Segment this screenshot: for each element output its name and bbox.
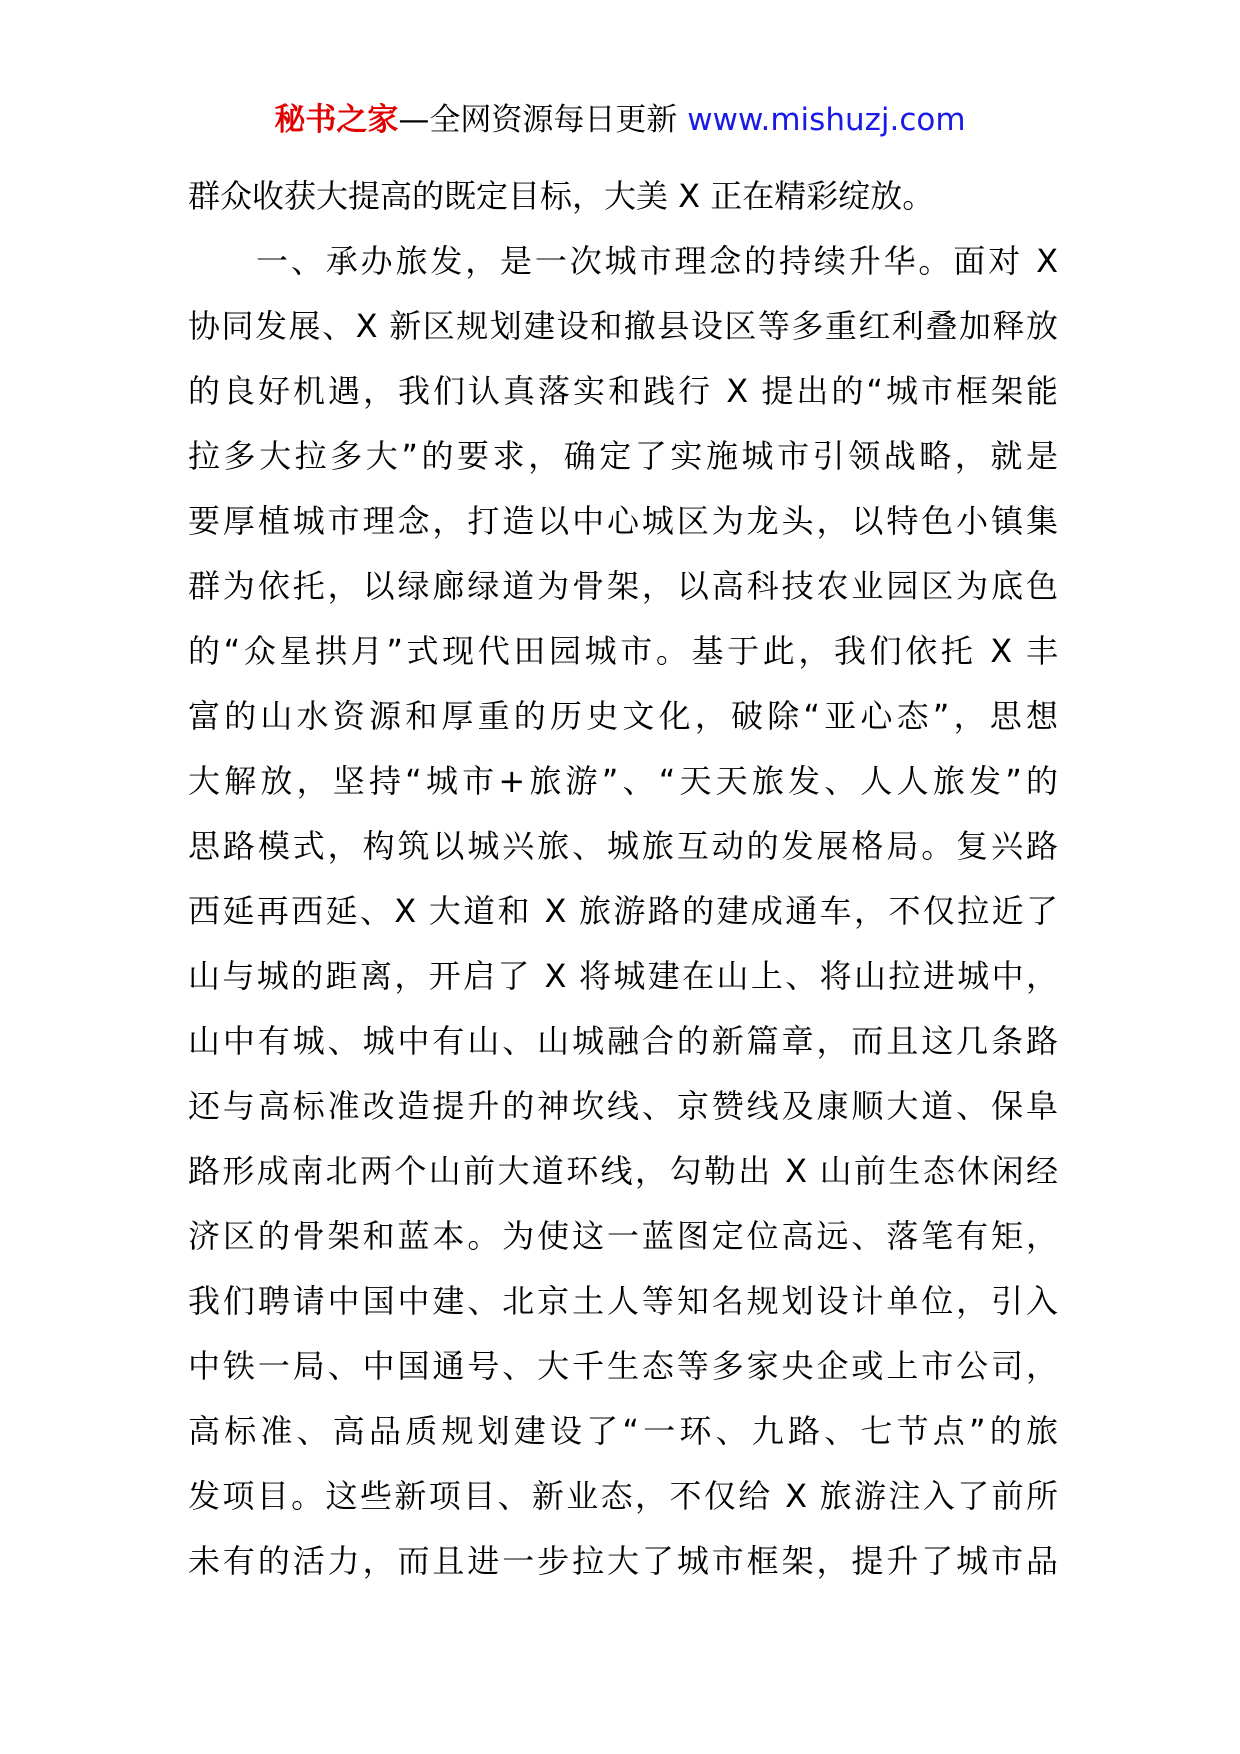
text-line: 的“众星拱月”式现代田园城市。基于此，我们依托 X 丰 bbox=[188, 632, 1058, 670]
text-line: 山与城的距离，开启了 X 将城建在山上、将山拉进城中， bbox=[188, 957, 1058, 995]
text-line: 西延再西延、X 大道和 X 旅游路的建成通车，不仅拉近了 bbox=[188, 892, 1058, 930]
text-line: 要厚植城市理念，打造以中心城区为龙头，以特色小镇集 bbox=[188, 502, 1058, 540]
text-line: 的良好机遇，我们认真落实和践行 X 提出的“城市框架能 bbox=[188, 372, 1058, 410]
text-line: 山中有城、城中有山、山城融合的新篇章，而且这几条路 bbox=[188, 1022, 1058, 1060]
text-line: 发项目。这些新项目、新业态，不仅给 X 旅游注入了前所 bbox=[188, 1477, 1058, 1515]
text-line: 高标准、高品质规划建设了“一环、九路、七节点”的旅 bbox=[188, 1412, 1058, 1450]
text-line: 未有的活力，而且进一步拉大了城市框架，提升了城市品 bbox=[188, 1542, 1058, 1580]
header-tagline: —全网资源每日更新 bbox=[398, 102, 688, 138]
text-line: 大解放，坚持“城市+旅游”、“天天旅发、人人旅发”的 bbox=[188, 762, 1058, 800]
text-line: 拉多大拉多大”的要求，确定了实施城市引领战略，就是 bbox=[188, 437, 1058, 475]
text-line: 我们聘请中国中建、北京土人等知名规划设计单位，引入 bbox=[188, 1282, 1058, 1320]
text-line: 还与高标准改造提升的神坎线、京赞线及康顺大道、保阜 bbox=[188, 1087, 1058, 1125]
text-line: 济区的骨架和蓝本。为使这一蓝图定位高远、落笔有矩， bbox=[188, 1217, 1058, 1255]
text-line: 群众收获大提高的既定目标，大美 X 正在精彩绽放。 bbox=[188, 177, 935, 215]
text-line: 协同发展、X 新区规划建设和撤县设区等多重红利叠加释放 bbox=[188, 307, 1058, 345]
text-line: 思路模式，构筑以城兴旅、城旅互动的发展格局。复兴路 bbox=[188, 827, 1058, 865]
document-body bbox=[188, 164, 1058, 1594]
text-line: 一、承办旅发，是一次城市理念的持续升华。面对 X bbox=[256, 242, 1058, 280]
header-brand: 秘书之家 bbox=[274, 102, 399, 138]
text-line: 富的山水资源和厚重的历史文化，破除“亚心态”，思想 bbox=[188, 697, 1058, 735]
text-line: 路形成南北两个山前大道环线，勾勒出 X 山前生态休闲经 bbox=[188, 1152, 1058, 1190]
page-header bbox=[0, 98, 1240, 142]
text-line: 中铁一局、中国通号、大千生态等多家央企或上市公司， bbox=[188, 1347, 1058, 1385]
header-url-link[interactable]: www.mishuzj.com bbox=[687, 102, 966, 138]
text-line: 群为依托，以绿廊绿道为骨架，以高科技农业园区为底色 bbox=[188, 567, 1058, 605]
